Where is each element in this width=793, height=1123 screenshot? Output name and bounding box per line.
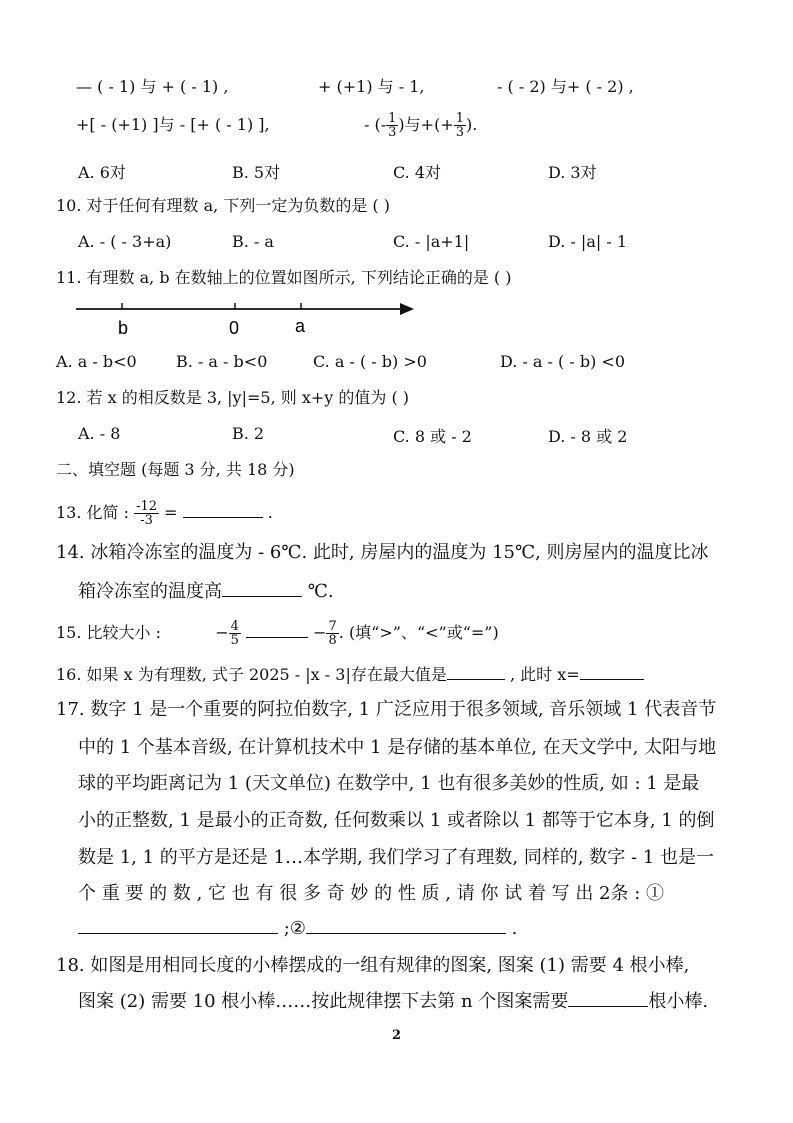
q13-equals: =	[164, 503, 178, 522]
number-line-figure	[74, 298, 434, 338]
q17-line-2: 中的 1 个基本音级, 在计算机技术中 1 是存储的基本单位, 在天文学中, 太阳与地	[78, 737, 717, 758]
q15-f2-sign: −	[313, 623, 327, 642]
q17-line-1: 17. 数字 1 是一个重要的阿拉伯数字, 1 广泛应用于很多领域, 音乐领域 1 代表音节	[56, 699, 717, 720]
q11-option-c: C. a - ( - b) >0	[313, 352, 427, 371]
fraction-seven-eighths	[326, 620, 338, 647]
number-line-arrowhead	[400, 303, 414, 315]
q9-line2-a: +[ - (+1) ]与 - [+ ( - 1) ],	[76, 115, 270, 134]
q9-line2-b-plus: +	[440, 115, 454, 134]
q10-option-b: B. - a	[232, 232, 274, 251]
q9-line2-b	[364, 106, 477, 144]
q9-line2-b-end: ).	[466, 115, 478, 134]
q9-option-a: A. 6对	[78, 163, 126, 182]
q15-answer-blank[interactable]	[246, 621, 308, 638]
q16-line	[56, 663, 644, 686]
q10-stem: 10. 对于任何有理数 a, 下列一定为负数的是 ( )	[56, 196, 390, 215]
q9-line2-b-prefix: - (	[364, 115, 381, 134]
q9-line1-c: - ( - 2) 与+ ( - 2) ,	[497, 77, 634, 96]
q17-mid: ;②	[283, 918, 306, 939]
q18-line2-suffix: 根小棒.	[648, 991, 709, 1012]
q16-max-blank[interactable]	[447, 663, 505, 680]
fraction-one-third-b	[454, 112, 466, 139]
q17-answer-blank-1[interactable]	[78, 917, 278, 934]
q15-suffix: . (填“>”、“<”或“=”)	[338, 623, 499, 642]
q9-line1-b: + (+1) 与 - 1,	[318, 77, 425, 96]
q16-middle: , 此时 x=	[509, 665, 580, 684]
fraction-numerator: 1	[388, 111, 397, 126]
q9-option-d: D. 3对	[548, 163, 597, 182]
q9-line2-b-mid: )与+(	[398, 115, 441, 134]
fraction-four-fifths	[229, 620, 241, 647]
fraction-numerator: -12	[136, 499, 158, 514]
q10-option-a: A. - ( - 3+a)	[78, 232, 172, 251]
q18-line1: 18. 如图是用相同长度的小棒摆成的一组有规律的图案, 图案 (1) 需要 4 根小棒,	[56, 955, 690, 976]
fraction-denominator: -3	[140, 513, 153, 528]
q17-line-6: 个 重 要 的 数 , 它 也 有 很 多 奇 妙 的 性 质 , 请 你 试 着 写 出 2条 : ①	[78, 883, 664, 904]
q15-line	[56, 616, 499, 650]
label-a: a	[295, 316, 306, 336]
q15-f1-sign: −	[215, 623, 229, 642]
q15-prefix: 15. 比较大小 :	[56, 623, 162, 642]
q12-option-d: D. - 8 或 2	[548, 427, 628, 446]
fraction-denominator: 3	[455, 125, 465, 140]
q18-line2-prefix: 图案 (2) 需要 10 根小棒……按此规律摆下去第 n 个图案需要	[78, 991, 569, 1012]
q13-prefix: 13. 化简 :	[56, 503, 130, 522]
q9-option-c: C. 4对	[393, 163, 442, 182]
section-title: 二、填空题 (每题 3 分, 共 18 分)	[56, 460, 295, 479]
q13-answer-blank[interactable]	[183, 501, 263, 518]
q13-end: .	[267, 503, 273, 522]
fraction-denominator: 8	[328, 633, 337, 648]
q16-x-blank[interactable]	[580, 663, 644, 680]
q12-stem: 12. 若 x 的相反数是 3, |y|=5, 则 x+y 的值为 ( )	[56, 388, 410, 407]
q17-answer-blank-2[interactable]	[306, 917, 506, 934]
fraction-denominator: 5	[230, 633, 239, 648]
q9-line1-a: — ( - 1) 与 + ( - 1) ,	[76, 77, 229, 96]
q11-option-b: B. - a - b<0	[176, 352, 268, 371]
q11-option-a: A. a - b<0	[56, 352, 137, 371]
q11-option-d: D. - a - ( - b) <0	[500, 352, 626, 371]
q17-end: .	[511, 918, 518, 939]
q12-option-a: A. - 8	[78, 424, 121, 443]
fraction-numerator: 7	[328, 619, 337, 634]
q10-option-c: C. - |a+1|	[393, 232, 470, 251]
q12-option-c: C. 8 或 - 2	[393, 427, 472, 446]
q18-line2	[78, 990, 708, 1013]
label-0: 0	[229, 318, 240, 338]
q9-option-b: B. 5对	[232, 163, 281, 182]
q18-answer-blank[interactable]	[568, 990, 648, 1007]
q13-line	[56, 496, 273, 530]
q17-line-3: 球的平均距离记为 1 (天文单位) 在数学中, 1 也有很多美妙的性质, 如 : 1 是最	[78, 773, 700, 794]
label-b: b	[118, 318, 129, 338]
q14-line2-suffix: ℃.	[307, 581, 334, 602]
q17-line-5: 数是 1, 1 的平方是还是 1…本学期, 我们学习了有理数, 同样的, 数字 - 1 也是一	[78, 847, 714, 868]
fraction-numerator: 1	[455, 111, 465, 126]
q10-option-d: D. - |a| - 1	[548, 232, 627, 251]
fraction-neg12-over-neg3	[134, 500, 159, 527]
q12-option-b: B. 2	[232, 424, 265, 443]
q16-prefix: 16. 如果 x 为有理数, 式子 2025 - |x - 3|存在最大值是	[56, 665, 447, 684]
q9-line2-b-minus: -	[380, 115, 387, 134]
q14-line2-prefix: 箱冷冻室的温度高	[78, 581, 222, 602]
fraction-numerator: 4	[230, 619, 239, 634]
q11-stem: 11. 有理数 a, b 在数轴上的位置如图所示, 下列结论正确的是 ( )	[56, 268, 512, 287]
page-number: 2	[391, 1028, 402, 1043]
q17-line-4: 小的正整数, 1 是最小的正奇数, 任何数乘以 1 或者除以 1 都等于它本身, 1 的倒	[78, 810, 715, 831]
q14-line1: 14. 冰箱冷冻室的温度为 - 6℃. 此时, 房屋内的温度为 15℃, 则房屋内的温度比冰	[56, 542, 709, 563]
q17-line-7	[78, 917, 517, 940]
q14-answer-blank[interactable]	[222, 580, 302, 597]
q14-line2	[78, 580, 334, 603]
fraction-denominator: 3	[388, 125, 397, 140]
fraction-one-third-a	[386, 112, 398, 139]
